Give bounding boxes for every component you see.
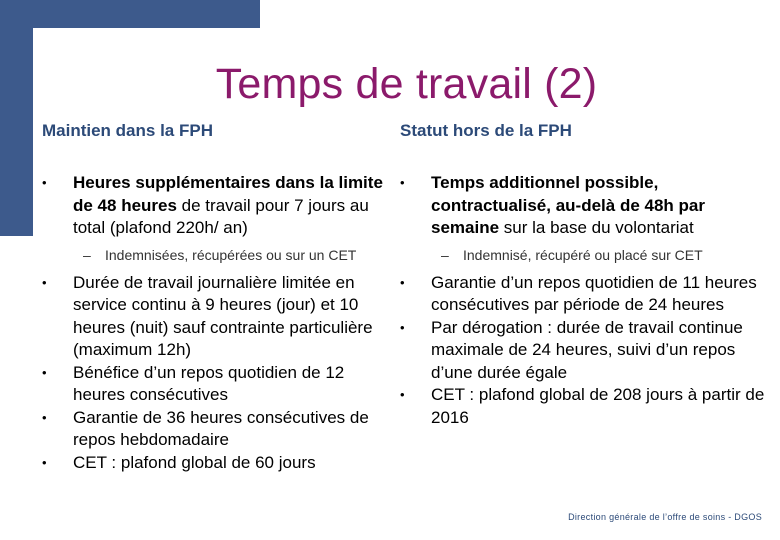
left-heading: Maintien dans la FPH: [42, 121, 213, 140]
dash-icon: –: [83, 246, 91, 263]
bullet-icon: •: [42, 454, 47, 470]
list-item: [42, 362, 397, 407]
item-text: Garantie de 36 heures consécutives de repos hebdomadaire: [73, 407, 369, 449]
list-item: [400, 384, 775, 429]
dash-icon: –: [441, 246, 449, 263]
bullet-icon: •: [42, 175, 47, 190]
list-item: [400, 172, 775, 240]
item-bold-text: Temps additionnel possible, contractualisé, au-delà de 48h par semaine: [431, 173, 705, 237]
slide-title: Temps de travail (2): [215, 60, 598, 108]
footer-credit: Direction générale de l’offre de soins - DGOS: [568, 512, 762, 522]
decorative-top-bar: [0, 0, 260, 28]
sub-item: [42, 246, 397, 264]
sub-item-text: Indemnisées, récupérées ou sur un CET: [105, 246, 357, 263]
left-column: [42, 120, 397, 474]
right-column: [400, 120, 775, 429]
item-text: sur la base du volontariat: [499, 218, 694, 237]
bullet-icon: •: [42, 364, 47, 380]
list-item: [400, 272, 775, 317]
item-text: Durée de travail journalière limitée en service continu à 9 heures (jour) et 10 heures (nuit) sauf contrainte particulière (maximum 12h): [73, 272, 373, 359]
item-text: CET : plafond global de 208 jours à partir de 2016: [431, 385, 765, 427]
bullet-icon: •: [400, 175, 405, 190]
decorative-left-bar: [0, 0, 33, 236]
item-text: CET : plafond global de 60 jours: [73, 452, 316, 472]
bullet-icon: •: [400, 387, 405, 402]
sub-item-text: Indemnisé, récupéré ou placé sur CET: [463, 246, 703, 263]
sub-item: [400, 246, 775, 264]
item-text: Garantie d’un repos quotidien de 11 heures consécutives par période de 24 heures: [431, 272, 757, 314]
title-box: [33, 28, 780, 108]
item-text: Bénéfice d’un repos quotidien de 12 heures consécutives: [73, 362, 345, 404]
bullet-icon: •: [400, 319, 405, 335]
list-item: [42, 452, 397, 475]
list-item: [42, 172, 397, 240]
bullet-icon: •: [42, 274, 47, 290]
bullet-icon: •: [400, 274, 405, 290]
list-item: [400, 317, 775, 385]
list-item: [42, 407, 397, 452]
bullet-icon: •: [42, 409, 47, 425]
item-text: Par dérogation : durée de travail continue maximale de 24 heures, suivi d’un repos d’une durée égale: [431, 317, 743, 382]
right-heading: Statut hors de la FPH: [400, 121, 572, 140]
item-text: de travail pour 7 jours au total (plafond 220h/ an): [73, 195, 369, 237]
item-bold-text: Heures supplémentaires dans la limite de 48 heures: [73, 173, 383, 215]
list-item: [42, 272, 397, 362]
